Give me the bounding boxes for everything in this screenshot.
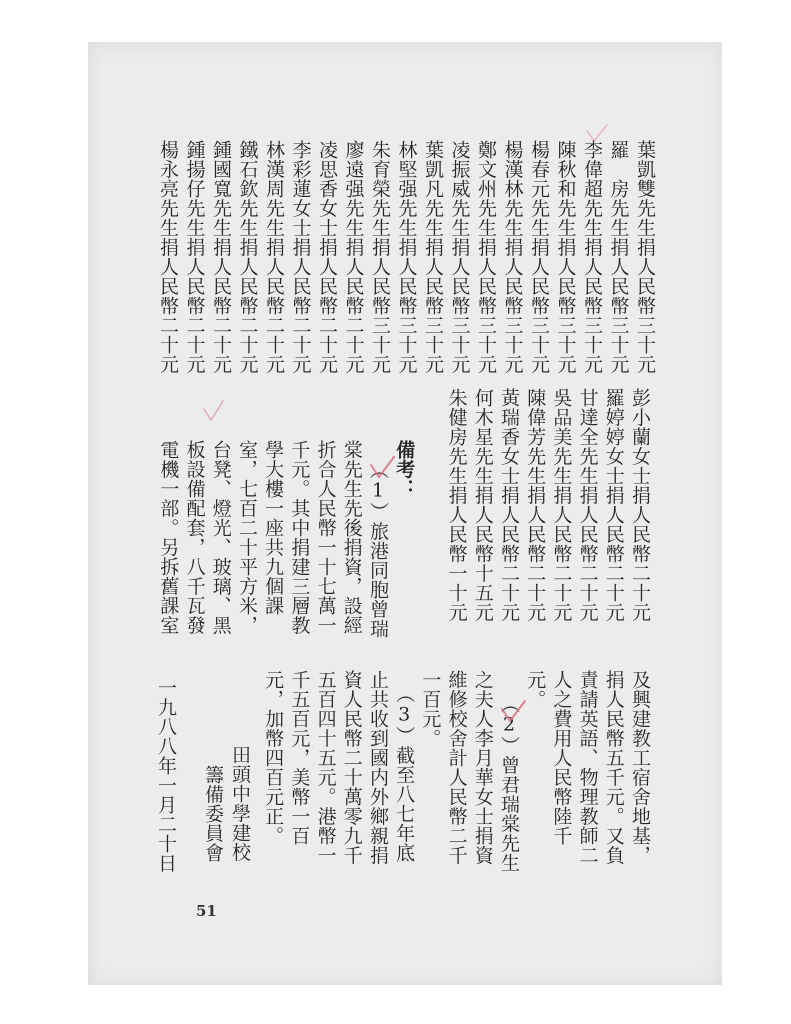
remark-line: （1）旅港同胞曾瑞 [366,460,389,639]
donor-entry: 黃瑞香女士捐人民幣二十元 [497,388,520,622]
donor-entry: 葉凱雙先生捐人民幣三十元 [634,140,656,374]
signature-organization-line2: 籌備委員會 [202,765,224,863]
donor-entry: 鄭文州先生捐人民幣三十元 [475,140,497,374]
remark-line: 止共收到國内外鄉親捐 [366,670,389,865]
remark-line: 元。 [524,670,547,709]
remark-line: 五百四十五元。港幣一 [314,670,337,865]
donor-list-lower-and-remarks [155,388,653,644]
remark-line: 及興建教工宿舍地基， [629,670,651,865]
donor-entry: 葉凱凡先生捐人民幣三十元 [422,140,444,374]
donor-entry: 鐵石欽先生捐人民幣二十元 [236,140,259,374]
remark-line: 一百元。 [419,670,442,748]
remark-line: 資人民幣二十萬零九千 [340,670,363,865]
remarks-heading: 備考： [393,440,416,499]
remark-line: 千五百元，美幣一百 [288,670,311,846]
signature-date: 一九八八年一月二十日 [155,678,177,873]
remark-line: 人之費用人民幣陸千 [550,670,573,846]
donor-entry: 朱育榮先生捐人民幣三十元 [369,140,391,374]
donor-entry: 李偉超先生捐人民幣三十元 [581,140,603,374]
remark-line: 捐人民幣五千元。又負 [602,670,625,865]
donor-entry: 彭小蘭女士捐人民幣二十元 [629,388,651,622]
donor-entry: 羅婷婷女士捐人民幣二十元 [602,388,625,622]
remark-line: 台凳、燈光、玻璃、黑 [209,440,232,635]
donor-entry: 羅 房先生捐人民幣三十元 [607,140,630,374]
column-spacer [417,388,443,644]
remark-line: 元，加幣四百元正。 [262,670,285,846]
donor-entry: 廖遠强先生捐人民幣二十元 [342,140,365,374]
donor-entry: 楊永亮先生捐人民幣二十元 [157,140,179,374]
donor-entry: 鍾國寬先生捐人民幣二十元 [210,140,232,374]
donor-entry: 楊春元先生捐人民幣三十元 [528,140,550,374]
remark-line: 板設備配套，八千瓦發 [183,440,206,635]
remark-line: 棠先生先後捐資，設經 [340,440,363,635]
donor-entry: 林漢周先生捐人民幣二十元 [263,140,285,374]
signature-organization-line1: 田頭中學建校 [229,745,251,862]
donor-entry: 何木星先生捐人民幣十五元 [471,388,494,622]
remark-line: 責請英語、物理教師二 [576,670,599,865]
remark-line: 電機一部。另拆舊課室 [157,440,180,635]
donor-entry: 朱健房先生捐人民幣一十元 [445,388,468,622]
remark-line: 折合人民幣一十七萬一 [314,440,337,635]
remark-line: 千元。其中捐建三層教 [288,440,311,635]
remark-line: 維修校舍計人民幣二千 [445,670,468,865]
donor-entry: 李彩蓮女士捐人民幣二十元 [289,140,312,374]
remark-line: 之夫人李月華女士捐資 [471,670,494,865]
donor-entry: 鍾揚仔先生捐人民幣二十元 [183,140,206,374]
donor-entry: 凌思香女士捐人民幣二十元 [316,140,338,374]
remarks-continued [260,670,653,885]
page-number: 51 [196,902,217,920]
donor-entry: 凌振威先生捐人民幣三十元 [448,140,471,374]
donor-entry: 楊漢林先生捐人民幣三十元 [501,140,524,374]
donor-entry: 吳品美先生捐人民幣二十元 [550,388,573,622]
donor-entry: 林堅强先生捐人民幣三十元 [395,140,418,374]
donor-entry: 陳秋和先生捐人民幣三十元 [554,140,577,374]
remark-line: 室，七百二十平方米， [235,440,258,635]
remark-line: （3）截至八七年底 [393,684,416,863]
donor-list-upper [155,140,659,382]
remark-line: （2）曾君瑞棠先生 [497,694,520,873]
donor-entry: 陳偉芳先生捐人民幣二十元 [524,388,547,622]
remark-line: 學大樓一座共九個課 [262,440,285,616]
donor-entry: 甘達全先生捐人民幣二十元 [576,388,599,622]
